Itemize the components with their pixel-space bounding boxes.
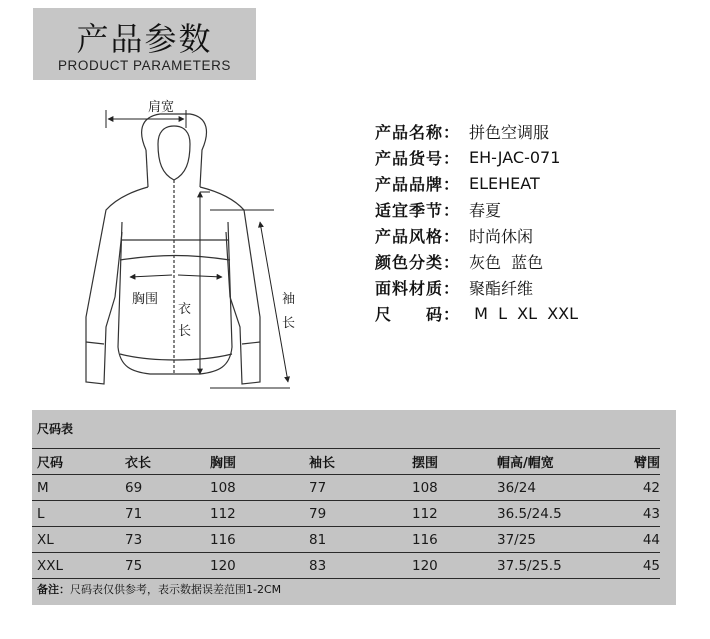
table-cell: 36/24 [497,475,623,501]
table-cell: 108 [210,475,309,501]
param-value: ELEHEAT [469,173,540,193]
param-row-sku [375,144,578,170]
body-length-label-2: 长 [178,324,192,339]
param-value: 聚酯纤维 [469,278,534,298]
param-row-size [375,300,578,326]
table-cell: 44 [623,527,660,553]
param-key: 尺 码： [375,304,461,324]
param-row-brand [375,170,578,196]
table-cell: 83 [309,553,412,579]
param-value: 拼色空调服 [469,122,550,142]
column-header: 摆围 [412,449,497,475]
table-cell: 75 [125,553,210,579]
table-cell: 112 [210,501,309,527]
param-row-name [375,118,578,144]
table-cell: 112 [412,501,497,527]
table-cell: 37/25 [497,527,623,553]
table-header-row [32,449,660,475]
table-cell: 108 [412,475,497,501]
table-row [32,501,660,527]
column-header: 帽高/帽宽 [497,449,623,475]
table-cell: 43 [623,501,660,527]
chest-label: 胸围 [132,292,159,307]
shoulder-width-label: 肩宽 [148,100,175,115]
table-cell: 69 [125,475,210,501]
size-chart-table [32,448,660,579]
param-key: 颜色分类： [375,252,461,272]
header-banner [33,8,256,80]
body-length-label-1: 衣 [178,302,192,317]
sleeve-length-label-1: 袖 [282,292,296,307]
table-cell: 77 [309,475,412,501]
table-cell: M [32,475,125,501]
table-cell: XXL [32,553,125,579]
table-cell: 81 [309,527,412,553]
param-key: 产品风格： [375,226,461,246]
param-row-material [375,274,578,300]
size-chart-note [37,581,281,597]
table-cell: 73 [125,527,210,553]
param-row-season [375,196,578,222]
table-row [32,553,660,579]
column-header: 衣长 [125,449,210,475]
table-cell: 79 [309,501,412,527]
param-value: 春夏 [469,200,502,220]
column-header: 胸围 [210,449,309,475]
jacket-outline-illustration [60,92,330,402]
table-cell: 42 [623,475,660,501]
param-key: 面料材质： [375,278,461,298]
param-value: 灰色 蓝色 [469,252,544,272]
param-key: 产品名称： [375,122,461,142]
table-cell: 120 [412,553,497,579]
size-chart-title: 尺码表 [37,422,74,436]
table-cell: 71 [125,501,210,527]
param-value: EH-JAC-071 [469,147,561,167]
column-header: 臂围 [623,449,660,475]
column-header: 袖长 [309,449,412,475]
column-header: 尺码 [32,449,125,475]
note-label: 备注： [37,583,70,596]
table-cell: 120 [210,553,309,579]
param-key: 产品货号： [375,148,461,168]
table-cell: 116 [210,527,309,553]
table-cell: 37.5/25.5 [497,553,623,579]
param-value: 时尚休闲 [469,226,534,246]
param-key: 产品品牌： [375,174,461,194]
page-title: 产品参数 [76,20,213,58]
table-cell: 116 [412,527,497,553]
param-row-style [375,222,578,248]
sleeve-length-label-2: 长 [282,316,296,331]
param-key: 适宜季节： [375,200,461,220]
param-row-color [375,248,578,274]
jacket-measurement-diagram [60,92,330,402]
size-chart-panel [32,410,676,605]
table-cell: L [32,501,125,527]
page-subtitle: PRODUCT PARAMETERS [57,58,232,73]
product-parameters-list [375,118,578,326]
table-row [32,475,660,501]
table-cell: XL [32,527,125,553]
param-value: M L XL XXL [469,303,579,323]
table-row [32,527,660,553]
note-text: 尺码表仅供参考，表示数据误差范围1-2CM [70,583,282,596]
table-cell: 45 [623,553,660,579]
table-cell: 36.5/24.5 [497,501,623,527]
